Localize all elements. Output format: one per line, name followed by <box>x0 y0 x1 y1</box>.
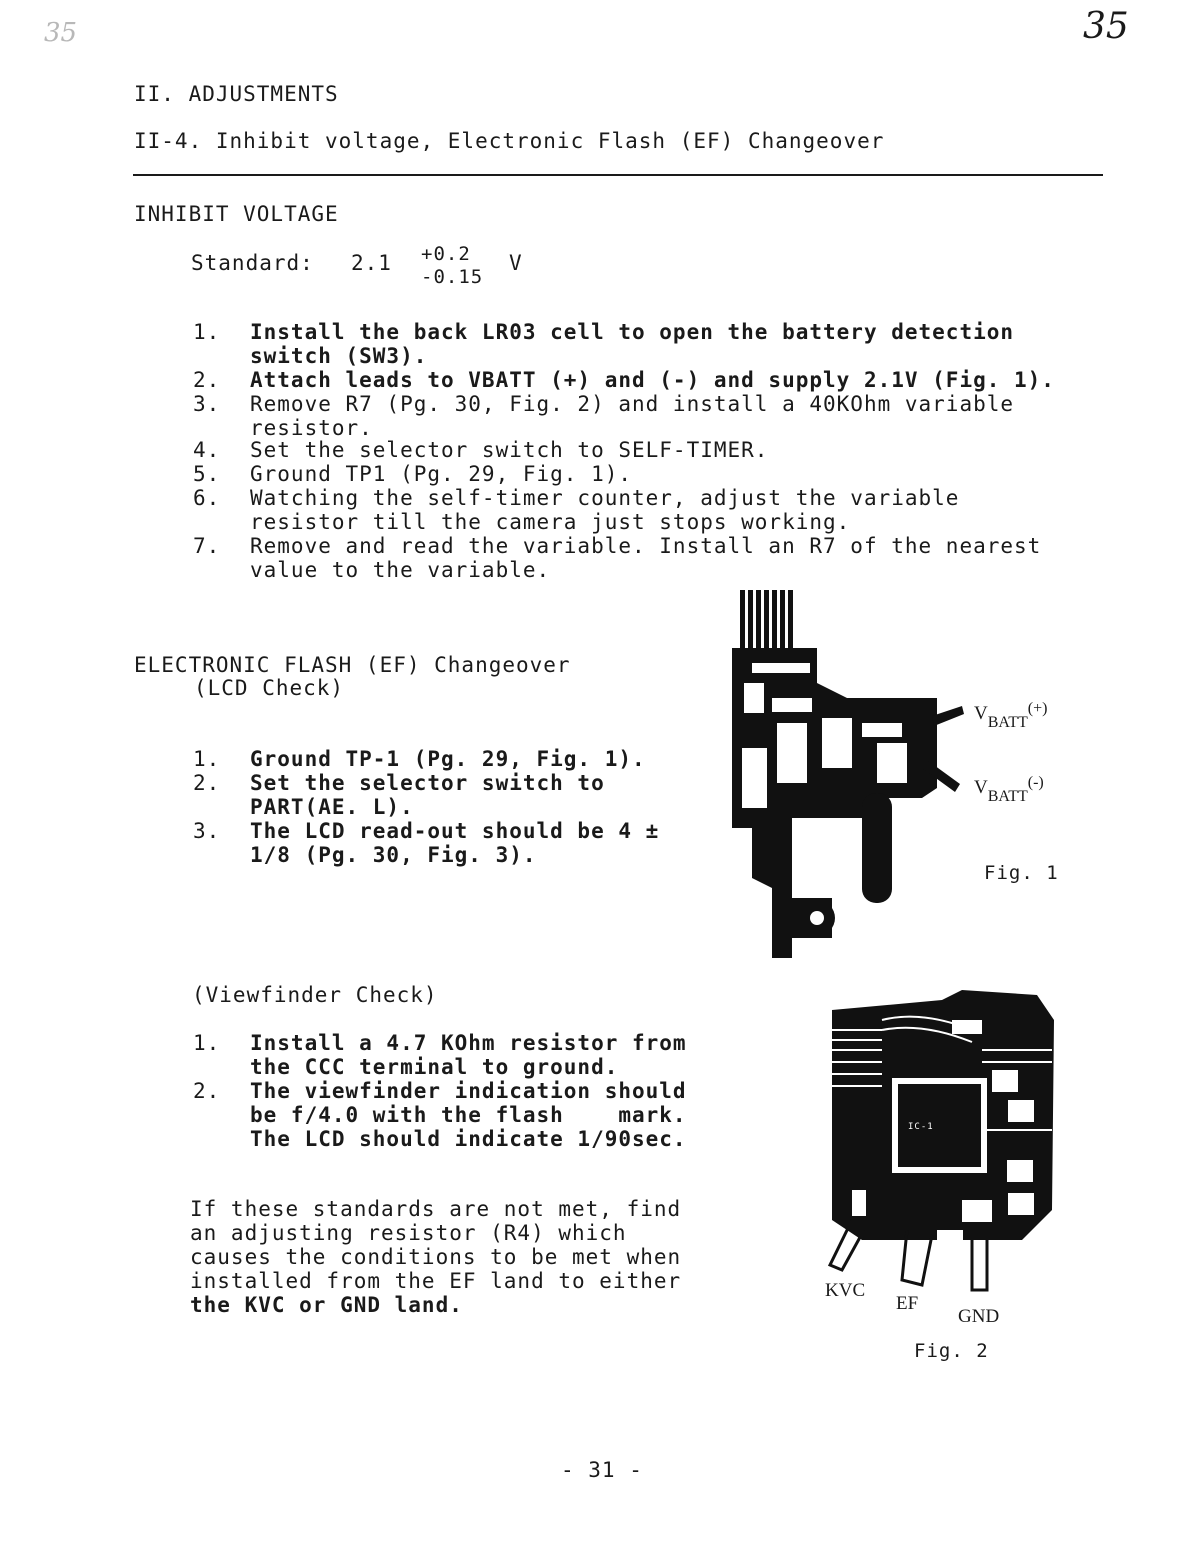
tolerance-minus: -0.15 <box>421 266 484 288</box>
corner-mark-right: 35 <box>1083 6 1129 47</box>
page-number: - 31 - <box>561 1458 643 1482</box>
subsection-title: II-4. Inhibit voltage, Electronic Flash (EF) Changeover <box>134 129 885 153</box>
note-line: causes the conditions to be met when <box>190 1245 682 1269</box>
note-line: the KVC or GND land. <box>190 1293 463 1317</box>
fig1-vbatt-minus-label: $V_{BATT}^{(-)}$ <box>974 774 1044 805</box>
lcd-check-heading: (LCD Check) <box>194 676 345 700</box>
standard-value: 2.1 <box>351 251 392 275</box>
corner-mark-left: 35 <box>44 18 78 48</box>
ef-heading: ELECTRONIC FLASH (EF) Changeover <box>134 653 571 677</box>
inhibit-heading: INHIBIT VOLTAGE <box>134 202 339 226</box>
standard-label: Standard: <box>191 251 314 275</box>
header-divider <box>133 174 1103 176</box>
note-line: installed from the EF land to either <box>190 1269 682 1293</box>
fig1-caption: Fig. 1 <box>984 862 1059 884</box>
note-line: an adjusting resistor (R4) which <box>190 1221 627 1245</box>
viewfinder-check-heading: (Viewfinder Check) <box>192 983 438 1007</box>
fig2-circuit-board <box>822 990 1062 1300</box>
note-line: If these standards are not met, find <box>190 1197 682 1221</box>
fig2-gnd-label: GND <box>958 1306 1000 1327</box>
fig2-ef-label: EF <box>896 1293 919 1314</box>
standard-unit: V <box>509 251 523 275</box>
fig2-caption: Fig. 2 <box>914 1340 989 1362</box>
fig1-vbatt-plus-label: $V_{BATT}^{(+)}$ <box>974 700 1048 731</box>
fig1-circuit-diagram <box>722 588 972 958</box>
note-paragraph <box>190 1197 681 1317</box>
section-title: II. ADJUSTMENTS <box>134 82 339 106</box>
fig2-ic-label: IC-1 <box>908 1122 934 1132</box>
fig2-kvc-label: KVC <box>825 1280 866 1301</box>
tolerance-plus: +0.2 <box>421 243 471 265</box>
